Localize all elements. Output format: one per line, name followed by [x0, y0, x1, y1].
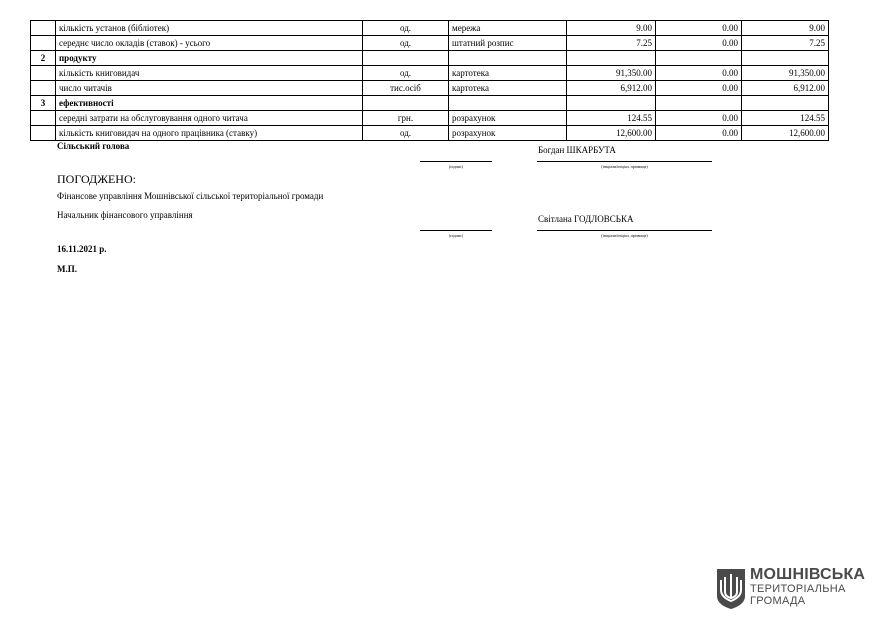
value-3: 6,912.00: [742, 81, 829, 96]
value-2: 0.00: [656, 126, 742, 141]
source: картотека: [449, 66, 567, 81]
value-2: 0.00: [656, 111, 742, 126]
seal-label: М.П.: [57, 264, 77, 274]
unit: од.: [363, 21, 449, 36]
value-3: 12,600.00: [742, 126, 829, 141]
name-line: [537, 161, 712, 162]
unit: тис.осіб: [363, 81, 449, 96]
signature-caption: (підпис): [448, 233, 463, 238]
agreed-heading: ПОГОДЖЕНО:: [57, 172, 136, 186]
source: [449, 96, 567, 111]
unit: од.: [363, 126, 449, 141]
value-1: 7.25: [567, 36, 656, 51]
unit: од.: [363, 36, 449, 51]
signature-line: [420, 161, 492, 162]
logo-line3: ГРОМАДА: [750, 595, 806, 607]
finance-name: Світлана ГОДЛОВСЬКА: [538, 214, 634, 224]
value-1: [567, 51, 656, 66]
source: розрахунок: [449, 126, 567, 141]
unit: [363, 51, 449, 66]
value-3: 9.00: [742, 21, 829, 36]
table-row: [31, 36, 829, 51]
head-title: Сільський голова: [57, 141, 130, 151]
row-number: 3: [31, 96, 56, 111]
value-1: [567, 96, 656, 111]
indicator-name: число читачів: [56, 81, 363, 96]
document-date: 16.11.2021 р.: [57, 244, 107, 254]
signature-caption: (підпис): [448, 164, 463, 169]
table-row: [31, 111, 829, 126]
head-name: Богдан ШКАРБУТА: [538, 145, 616, 155]
name-caption: (ініціали/ініціал, прізвище): [601, 164, 648, 169]
value-1: 9.00: [567, 21, 656, 36]
table-row: [31, 21, 829, 36]
table-row: [31, 66, 829, 81]
row-number: [31, 21, 56, 36]
indicator-name: середні затрати на обслуговування одного читача: [56, 111, 363, 126]
row-number: 2: [31, 51, 56, 66]
name-caption: (ініціали/ініціал, прізвище): [601, 233, 648, 238]
value-3: 91,350.00: [742, 66, 829, 81]
row-number: [31, 81, 56, 96]
indicator-name: ефективності: [56, 96, 363, 111]
finance-org: Фінансове управління Мошнівської сільської територіальної громади: [57, 191, 324, 201]
source: картотека: [449, 81, 567, 96]
row-number: [31, 111, 56, 126]
source: розрахунок: [449, 111, 567, 126]
logo-line2: ТЕРИТОРІАЛЬНА: [750, 583, 846, 595]
row-number: [31, 36, 56, 51]
value-1: 6,912.00: [567, 81, 656, 96]
indicators-table: [30, 20, 829, 141]
finance-title: Начальник фінансового управління: [57, 210, 193, 220]
value-3: [742, 51, 829, 66]
table-row: [31, 81, 829, 96]
value-3: 7.25: [742, 36, 829, 51]
source: мережа: [449, 21, 567, 36]
value-2: [656, 51, 742, 66]
unit: од.: [363, 66, 449, 81]
value-2: 0.00: [656, 66, 742, 81]
unit: грн.: [363, 111, 449, 126]
value-2: 0.00: [656, 81, 742, 96]
value-1: 91,350.00: [567, 66, 656, 81]
value-2: [656, 96, 742, 111]
value-1: 12,600.00: [567, 126, 656, 141]
indicator-name: кількість книговидач на одного працівника (ставку): [56, 126, 363, 141]
value-1: 124.55: [567, 111, 656, 126]
table-row: [31, 126, 829, 141]
logo-line1: МОШНІВСЬКА: [750, 566, 866, 583]
table-section-row: [31, 51, 829, 66]
source: штатний розпис: [449, 36, 567, 51]
name-line: [537, 230, 712, 231]
source: [449, 51, 567, 66]
community-logo: [716, 566, 866, 612]
unit: [363, 96, 449, 111]
table-section-row: [31, 96, 829, 111]
value-3: 124.55: [742, 111, 829, 126]
row-number: [31, 66, 56, 81]
trident-coat-of-arms-icon: [716, 568, 746, 610]
indicator-name: продукту: [56, 51, 363, 66]
indicator-name: кількість установ (бібліотек): [56, 21, 363, 36]
value-3: [742, 96, 829, 111]
value-2: 0.00: [656, 21, 742, 36]
indicator-name: кількість книговидач: [56, 66, 363, 81]
value-2: 0.00: [656, 36, 742, 51]
indicator-name: середнє число окладів (ставок) - усього: [56, 36, 363, 51]
signature-line: [420, 230, 492, 231]
row-number: [31, 126, 56, 141]
